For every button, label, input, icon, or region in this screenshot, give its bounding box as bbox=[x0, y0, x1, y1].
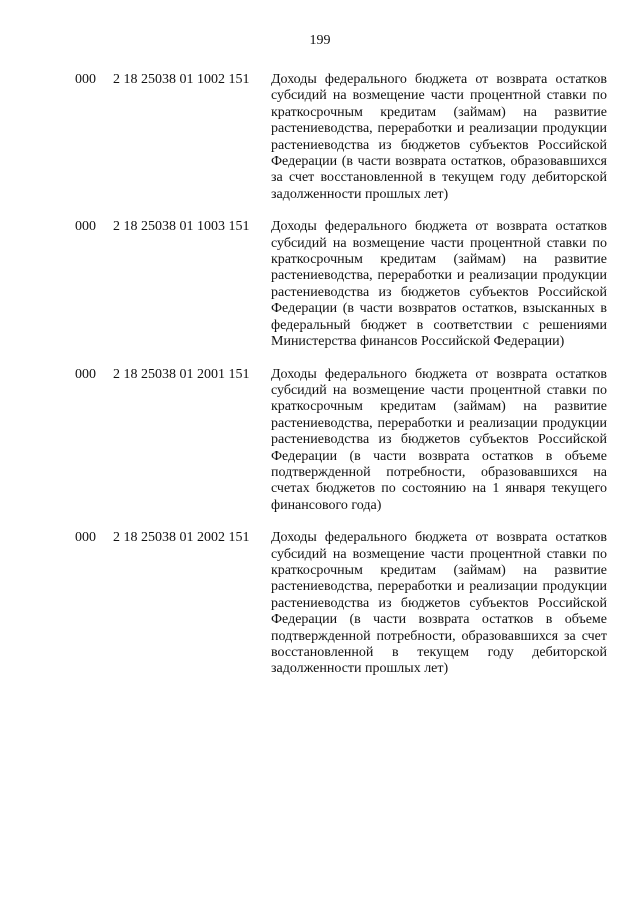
list-item bbox=[0, 219, 640, 350]
admin-code: 000 bbox=[75, 366, 96, 382]
income-description: Доходы федерального бюджета от возврата остатков субсидий на возмещение части процентной ставки по краткосрочным кредитам (займам) на развитие растениеводства, переработки и реализации продукции растениеводства из бюджетов субъектов Российской Федерации (в части возврата остатков в объеме подтвержденной потребности, образовавшихся на счетах бюджетов по состоянию на 1 января текущего финансового года) bbox=[271, 366, 607, 513]
income-code: 2 18 25038 01 1002 151 bbox=[113, 72, 250, 87]
page-number: 199 bbox=[309, 33, 331, 48]
income-description: Доходы федерального бюджета от возврата остатков субсидий на возмещение части процентной ставки по краткосрочным кредитам (займам) на развитие растениеводства, переработки и реализации продукции растениеводства из бюджетов субъектов Российской Федерации (в части возврата остатков, образовавшихся за счет восстановленной в текущем году дебиторской задолженности прошлых лет) bbox=[271, 72, 607, 202]
income-description: Доходы федерального бюджета от возврата остатков субсидий на возмещение части процентной ставки по краткосрочным кредитам (займам) на развитие растениеводства, переработки и реализации продукции растениеводства из бюджетов субъектов Российской Федерации (в части возврата остатков в объеме подтвержденной потребности, образовавшихся за счет восстановленной в текущем году дебиторской задолженности прошлых лет) bbox=[271, 530, 607, 677]
income-code: 2 18 25038 01 2001 151 bbox=[113, 366, 250, 382]
admin-code: 000 bbox=[75, 72, 96, 87]
list-item bbox=[0, 530, 640, 678]
list-item bbox=[0, 72, 640, 203]
income-code: 2 18 25038 01 1003 151 bbox=[113, 219, 250, 235]
income-code: 2 18 25038 01 2002 151 bbox=[113, 530, 250, 546]
list-item bbox=[0, 367, 640, 515]
admin-code: 000 bbox=[75, 530, 96, 546]
income-classification-list bbox=[0, 72, 640, 694]
admin-code: 000 bbox=[75, 219, 96, 235]
income-description: Доходы федерального бюджета от возврата остатков субсидий на возмещение части процентной ставки по краткосрочным кредитам (займам) на развитие растениеводства, переработки и реализации продукции растениеводства из бюджетов субъектов Российской Федерации (в части возвратов остатков, взысканных в федеральный бюджет в соответствии с решениями Министерства финансов Российской Федерации) bbox=[271, 219, 607, 350]
